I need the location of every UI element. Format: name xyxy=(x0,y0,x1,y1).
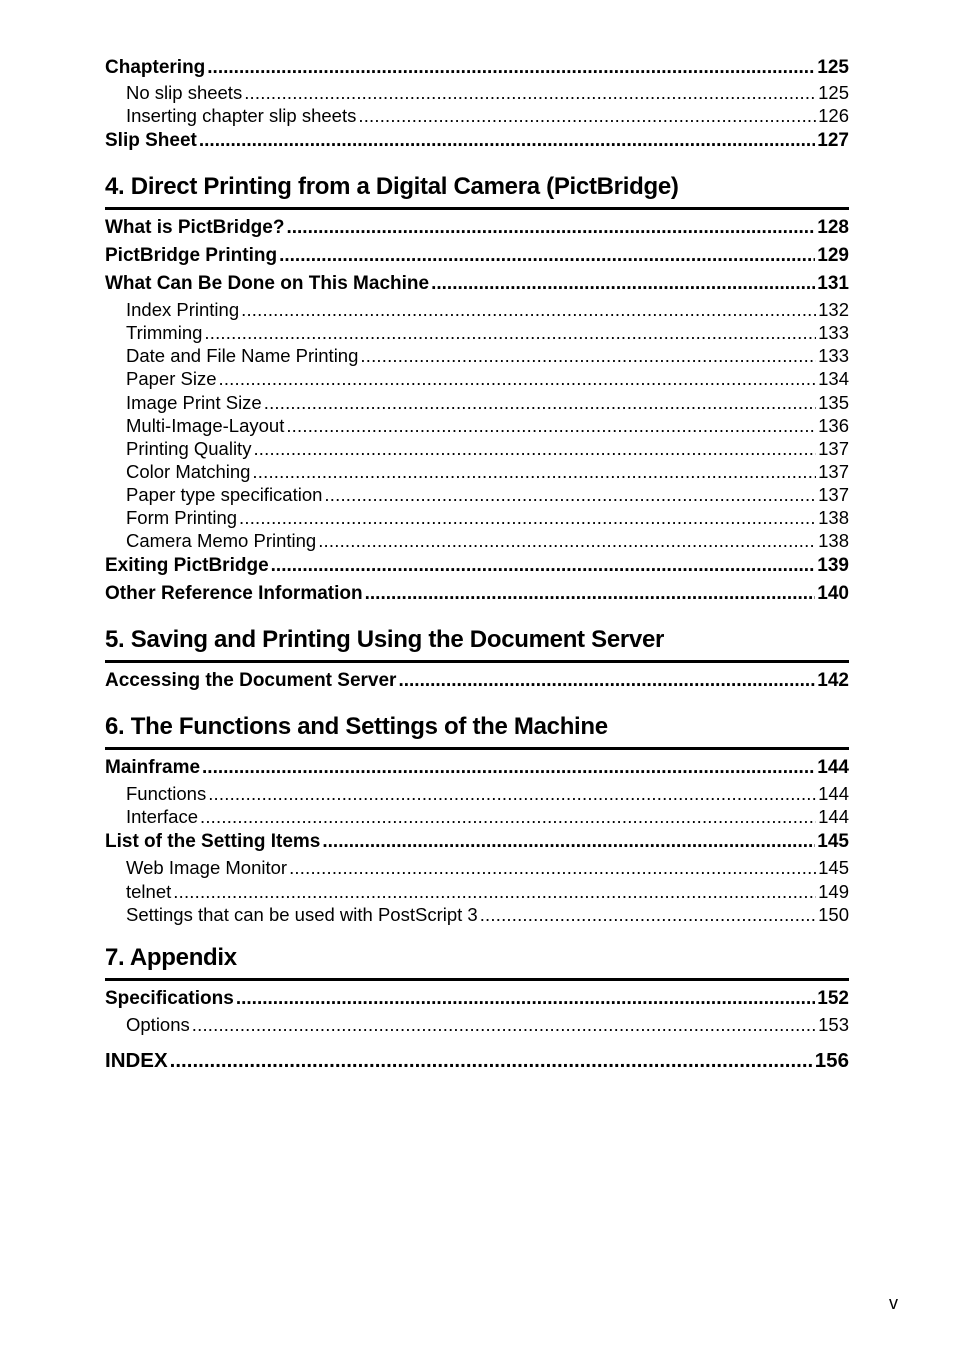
toc-entry-page: 152 xyxy=(817,987,849,1009)
toc-entry-title: Functions xyxy=(126,783,207,805)
toc-entry-page: 126 xyxy=(818,105,849,127)
toc-entry[interactable] xyxy=(105,856,849,879)
toc-entry-title: Paper Size xyxy=(126,368,217,390)
toc-entry-page: 150 xyxy=(818,903,849,925)
toc-entry[interactable] xyxy=(105,437,849,460)
table-of-contents xyxy=(105,55,849,1076)
toc-entry-title: Multi-Image-Layout xyxy=(126,414,285,436)
dot-leader xyxy=(289,856,816,879)
dot-leader xyxy=(264,391,816,414)
chapter-heading: 6. The Functions and Settings of the Machine xyxy=(105,707,849,750)
toc-entry-title: Specifications xyxy=(105,987,234,1009)
toc-entry[interactable] xyxy=(105,298,849,321)
toc-entry-title: telnet xyxy=(126,880,172,902)
page-number: v xyxy=(889,1293,898,1313)
toc-entry-title: Index Printing xyxy=(126,299,240,321)
chapter-6-section xyxy=(105,707,849,925)
toc-entry-page: 131 xyxy=(817,273,849,295)
index-section xyxy=(105,1046,849,1076)
toc-entry-page: 144 xyxy=(817,757,849,779)
toc-entry-page: 137 xyxy=(818,483,849,505)
dot-leader xyxy=(200,805,816,828)
chapter-4-section xyxy=(105,167,849,608)
toc-entry-title: Color Matching xyxy=(126,460,251,482)
toc-entry-page: 132 xyxy=(818,299,849,321)
dot-leader xyxy=(236,985,815,1013)
toc-entry-title: Options xyxy=(126,1013,190,1035)
toc-entry-title: What Can Be Done on This Machine xyxy=(105,273,430,295)
toc-entry-page: 153 xyxy=(818,1013,849,1035)
toc-entry-title: Form Printing xyxy=(126,507,238,529)
dot-leader xyxy=(358,104,816,127)
toc-entry[interactable] xyxy=(105,529,849,552)
toc-entry-page: 138 xyxy=(818,530,849,552)
toc-entry[interactable] xyxy=(105,1013,849,1036)
chapter-entries xyxy=(105,214,849,608)
toc-entry[interactable] xyxy=(105,782,849,805)
toc-entry-title: Camera Memo Printing xyxy=(126,530,317,552)
dot-leader xyxy=(253,437,816,460)
toc-entry-title: Other Reference Information xyxy=(105,583,363,605)
toc-entry-page: 128 xyxy=(817,217,849,239)
chapter-heading: 7. Appendix xyxy=(105,938,849,981)
toc-entry[interactable] xyxy=(105,127,849,155)
toc-entry[interactable] xyxy=(105,55,849,81)
dot-leader xyxy=(322,828,815,856)
toc-entry[interactable] xyxy=(105,985,849,1013)
toc-entry[interactable] xyxy=(105,321,849,344)
toc-entry-page: 149 xyxy=(818,880,849,902)
dot-leader xyxy=(244,81,816,104)
toc-entry-page: 142 xyxy=(817,670,849,692)
dot-leader xyxy=(173,880,816,903)
toc-entry-title: Paper type specification xyxy=(126,483,323,505)
toc-entry[interactable] xyxy=(105,880,849,903)
toc-entry-title: Inserting chapter slip sheets xyxy=(126,105,357,127)
dot-leader xyxy=(239,506,816,529)
dot-leader xyxy=(286,214,815,242)
dot-leader xyxy=(398,667,815,695)
dot-leader xyxy=(365,580,816,608)
toc-entry-page: 144 xyxy=(818,806,849,828)
toc-entry-page: 134 xyxy=(818,368,849,390)
dot-leader xyxy=(208,782,816,805)
toc-entry-title: Web Image Monitor xyxy=(126,857,288,879)
toc-entry-title: PictBridge Printing xyxy=(105,245,278,267)
toc-entry[interactable] xyxy=(105,805,849,828)
toc-entry-title: Mainframe xyxy=(105,757,201,779)
toc-entry[interactable] xyxy=(105,391,849,414)
dot-leader xyxy=(204,321,816,344)
toc-entry-title: Trimming xyxy=(126,322,203,344)
chapter-entries xyxy=(105,985,849,1036)
toc-entry-page: 125 xyxy=(818,82,849,103)
toc-entry-page: 136 xyxy=(818,414,849,436)
chapter-heading: 4. Direct Printing from a Digital Camera (PictBridge) xyxy=(105,167,849,210)
toc-entry-index[interactable] xyxy=(105,1046,849,1076)
toc-entry-page: 135 xyxy=(818,391,849,413)
dot-leader xyxy=(241,298,816,321)
toc-entry-title: Image Print Size xyxy=(126,391,262,413)
toc-entry-title: Chaptering xyxy=(105,57,206,78)
dot-leader xyxy=(199,127,815,155)
dot-leader xyxy=(192,1013,816,1036)
toc-entry-page: 156 xyxy=(814,1048,849,1072)
toc-entry[interactable] xyxy=(105,828,849,856)
toc-entry-title: Date and File Name Printing xyxy=(126,345,359,367)
toc-entry[interactable] xyxy=(105,344,849,367)
toc-entry-page: 125 xyxy=(817,57,849,78)
toc-entry[interactable] xyxy=(105,483,849,506)
toc-entry-page: 127 xyxy=(817,130,849,152)
toc-entry[interactable] xyxy=(105,667,849,695)
toc-entry-page: 137 xyxy=(818,437,849,459)
toc-entry-title: No slip sheets xyxy=(126,82,243,103)
toc-entry-page: 138 xyxy=(818,507,849,529)
dot-leader xyxy=(271,552,816,580)
toc-entry[interactable] xyxy=(105,580,849,608)
toc-entry-page: 144 xyxy=(818,783,849,805)
dot-leader xyxy=(318,529,816,552)
dot-leader xyxy=(219,367,817,390)
toc-entry[interactable] xyxy=(105,754,849,782)
toc-entry[interactable] xyxy=(105,242,849,270)
toc-entry[interactable] xyxy=(105,903,849,926)
dot-leader xyxy=(360,344,816,367)
chapter-heading: 5. Saving and Printing Using the Document Server xyxy=(105,620,849,663)
toc-entry-page: 129 xyxy=(817,245,849,267)
toc-entry-title: INDEX xyxy=(105,1048,168,1072)
toc-entry[interactable] xyxy=(105,104,849,127)
toc-entry-title: Printing Quality xyxy=(126,437,252,459)
dot-leader xyxy=(202,754,815,782)
toc-entry[interactable] xyxy=(105,414,849,437)
toc-entry-title: What is PictBridge? xyxy=(105,217,285,239)
toc-entry-page: 137 xyxy=(818,460,849,482)
toc-entry-title: Slip Sheet xyxy=(105,130,197,152)
toc-entry-title: Exiting PictBridge xyxy=(105,555,269,577)
toc-entry-title: List of the Setting Items xyxy=(105,831,321,853)
toc-entry-page: 145 xyxy=(818,857,849,879)
toc-entry[interactable] xyxy=(105,214,849,242)
dot-leader xyxy=(279,242,815,270)
toc-entry-page: 133 xyxy=(818,322,849,344)
dot-leader xyxy=(252,460,816,483)
toc-entry-page: 140 xyxy=(817,583,849,605)
dot-leader xyxy=(286,414,816,437)
dot-leader xyxy=(480,903,816,926)
toc-entry-title: Settings that can be used with PostScript 3 xyxy=(126,903,478,925)
chapter-entries xyxy=(105,754,849,925)
chapter-7-section xyxy=(105,938,849,1036)
toc-entry-page: 139 xyxy=(817,555,849,577)
toc-entry[interactable] xyxy=(105,270,849,298)
dot-leader xyxy=(170,1046,813,1076)
toc-entry-page: 133 xyxy=(818,345,849,367)
dot-leader xyxy=(207,55,815,81)
toc-entry[interactable] xyxy=(105,506,849,529)
toc-entry[interactable] xyxy=(105,81,849,104)
toc-entry-title: Interface xyxy=(126,806,198,828)
toc-group-continued xyxy=(105,55,849,155)
toc-entry-page: 145 xyxy=(817,831,849,853)
chapter-entries xyxy=(105,667,849,695)
chapter-5-section xyxy=(105,620,849,695)
toc-entry[interactable] xyxy=(105,552,849,580)
dot-leader xyxy=(431,270,815,298)
toc-entry-title: Accessing the Document Server xyxy=(105,670,397,692)
dot-leader xyxy=(324,483,816,506)
toc-entry[interactable] xyxy=(105,367,849,390)
toc-entry[interactable] xyxy=(105,460,849,483)
